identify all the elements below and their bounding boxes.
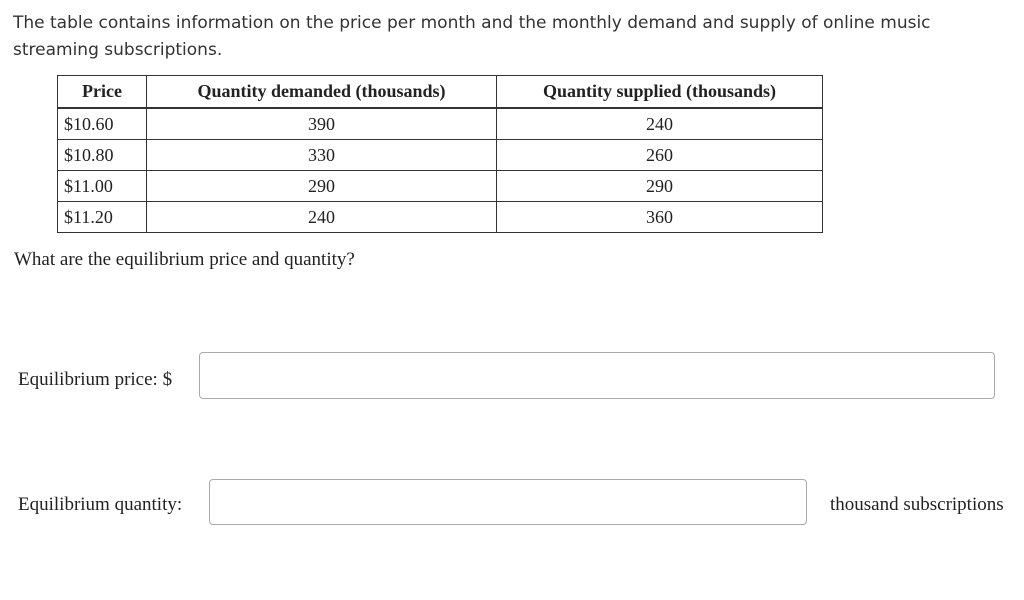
- price-cell: $11.00: [58, 171, 147, 202]
- question-text: What are the equilibrium price and quantity?: [14, 249, 355, 270]
- quantity-supplied-cell: 290: [497, 171, 823, 202]
- header-price: Price: [58, 76, 147, 109]
- table-row: [58, 108, 823, 140]
- quantity-supplied-cell: 360: [497, 202, 823, 233]
- table-header-row: [58, 76, 823, 109]
- equilibrium-price-label: Equilibrium price: $: [18, 369, 173, 390]
- quantity-demanded-cell: 390: [147, 108, 497, 140]
- quantity-supplied-cell: 240: [497, 108, 823, 140]
- supply-demand-table: [57, 75, 823, 233]
- header-quantity-demanded: Quantity demanded (thousands): [147, 76, 497, 109]
- quantity-demanded-cell: 330: [147, 140, 497, 171]
- table-row: [58, 202, 823, 233]
- price-cell: $10.80: [58, 140, 147, 171]
- quantity-supplied-cell: 260: [497, 140, 823, 171]
- table-row: [58, 140, 823, 171]
- price-cell: $10.60: [58, 108, 147, 140]
- header-quantity-supplied: Quantity supplied (thousands): [497, 76, 823, 109]
- quantity-demanded-cell: 290: [147, 171, 497, 202]
- equilibrium-quantity-label: Equilibrium quantity:: [18, 494, 183, 515]
- quantity-demanded-cell: 240: [147, 202, 497, 233]
- table-row: [58, 171, 823, 202]
- price-cell: $11.20: [58, 202, 147, 233]
- quantity-unit-label: thousand subscriptions: [830, 494, 1004, 515]
- intro-text: The table contains information on the price per month and the monthly demand and supply of online music streaming subscriptions.: [13, 13, 931, 60]
- equilibrium-price-input[interactable]: [199, 352, 995, 399]
- equilibrium-quantity-input[interactable]: [209, 479, 807, 525]
